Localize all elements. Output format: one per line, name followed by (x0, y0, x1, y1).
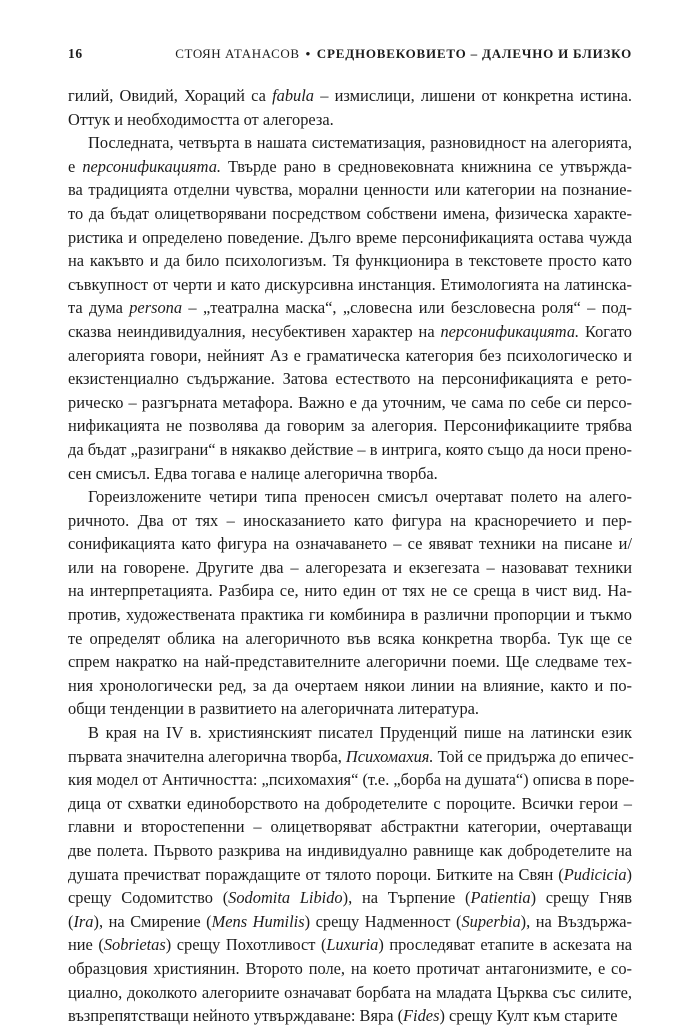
text-line: ристика и определено поведение. Дълго време персонификацията остава чужда (68, 227, 632, 247)
text-line: алегорията говори, нейният Аз е граматическа категория без психологическо и (68, 345, 632, 365)
text-line: е персонификацията. Твърде рано в средновековната книжнина се утвържда- (68, 156, 632, 176)
text-line: нификацията не позволява да говорим за алегория. Персонификациите трябва (68, 416, 632, 436)
text-line: или на говорене. Другите два – алегорезата и екзегезата – назовават техники (68, 557, 632, 577)
text-line: сен смисъл. Едва тогава е налице алегорична творба. (68, 463, 438, 483)
text-line: ние (Sobrietas) срещу Похотливост (Luxuria) проследяват етапите в аскезата на (68, 935, 633, 955)
text-line: дица от схватки единоборството на добродетелите с пороците. Всички герои – (68, 793, 632, 813)
header-author: СТОЯН АТАНАСОВ (175, 46, 300, 61)
text-line: срещу Содомитство (Sodomita Libido), на Търпение (Patientia) срещу Гняв (68, 888, 632, 908)
header-right (175, 46, 632, 62)
text-line: спрем накратко на най-представителните алегорични поеми. Ще следваме тех- (68, 652, 632, 672)
text-line: Последната, четвърта в нашата систематизация, разновидност на алегорията, (88, 133, 632, 153)
paragraph (68, 721, 635, 1028)
text-line: циално, доколкото алегориите означават борбата на младата Църква със силите, (68, 982, 632, 1002)
text-line: то да бъдат олицетворявани посредством собствени имена, физическа характе- (68, 203, 632, 223)
text-line: първата значителна алегорична творба, Психомахия. Той се придържа до епичес- (68, 746, 634, 766)
text-line: Гореизложените четири типа преносен смисъл очертават полето на алего- (88, 487, 632, 507)
text-line: гилий, Овидий, Хораций са fabula – измислици, лишени от конкретна истина. (68, 86, 632, 105)
text-line: ния хронологически ред, за да очертаем някои линии на влияние, както и по- (68, 675, 632, 695)
body-text (68, 84, 635, 1028)
text-line: ричното. Два от тях – иносказанието като фигура на красноречието и пер- (68, 510, 632, 530)
text-line: главни и второстепенни – олицетворяват абстрактни категории, очертаващи (68, 817, 632, 837)
text-line: на какъвто и да било психологизъм. Тя функционира в текстовете просто като (68, 251, 632, 271)
header-bullet: • (305, 46, 311, 61)
text-line: сонификацията като фигура на означаването – се явяват техники на писане и/ (68, 534, 632, 554)
text-line: на интерпретацията. Разбира се, нито един от тях не се среща в чист вид. На- (68, 581, 632, 601)
header-book-title: СРЕДНОВЕКОВИЕТО – ДАЛЕЧНО И БЛИЗКО (316, 46, 632, 61)
text-line: да бъдат „разиграни“ в някакво действие – в интрига, която също да носи прено- (68, 439, 632, 459)
paragraph (68, 131, 632, 485)
text-line: кия модел от Античността: „психомахия“ (т.е. „борба на душата“) описва в поре- (68, 770, 635, 790)
text-line: Оттук и необходимостта от алегореза. (68, 109, 334, 129)
text-line: рическо – разгърната метафора. Важно е да уточним, че сама по себе си персо- (68, 392, 632, 412)
paragraph (68, 485, 632, 721)
text-line: сказва неиндивидуалния, несубективен характер на персонификацията. Когато (68, 321, 633, 341)
text-line: образцовия християнин. Второто поле, на което протичат антагонизмите, е со- (68, 958, 632, 978)
text-line: две полета. Първото разкрива на индивидуално равнище как добродетелите на (68, 841, 632, 860)
text-line: общи тенденции в развитието на алегоричната литература. (68, 699, 480, 719)
running-header (68, 46, 632, 68)
page-number: 16 (68, 46, 83, 61)
text-line: В края на IV в. християнският писател Пруденций пише на латински език (88, 723, 632, 743)
text-line: (Ira), на Смирение (Mens Humilis) срещу Надменност (Superbia), на Въздържа- (68, 911, 633, 931)
text-line: съвкупност от черти и като дискурсивна инстанция. Етимологията на латинска- (68, 274, 632, 294)
text-line: против, художествената практика ги комбинира в различни пропорции и тъкмо (68, 605, 632, 625)
text-line: душата пречистват пораждащите от тялото пороци. Битките на Свян (Pudicicia) (68, 864, 632, 884)
text-line: ва традицията отделни чувства, морални ценности или категории на познание- (68, 180, 632, 200)
text-line: те определят облика на алегоричното във всяка конкретна творба. Тук ще се (68, 628, 632, 648)
text-line: екзистенциално съдържание. Затова естеството на персонификацията е рето- (68, 369, 632, 389)
text-line: та дума persona – „театрална маска“, „словесна или безсловесна роля“ – под- (68, 298, 632, 318)
paragraph (68, 84, 632, 131)
text-line: възпрепятстващи нейното утвърждаване: Вяра (Fides) срещу Култ към старите (68, 1006, 618, 1026)
